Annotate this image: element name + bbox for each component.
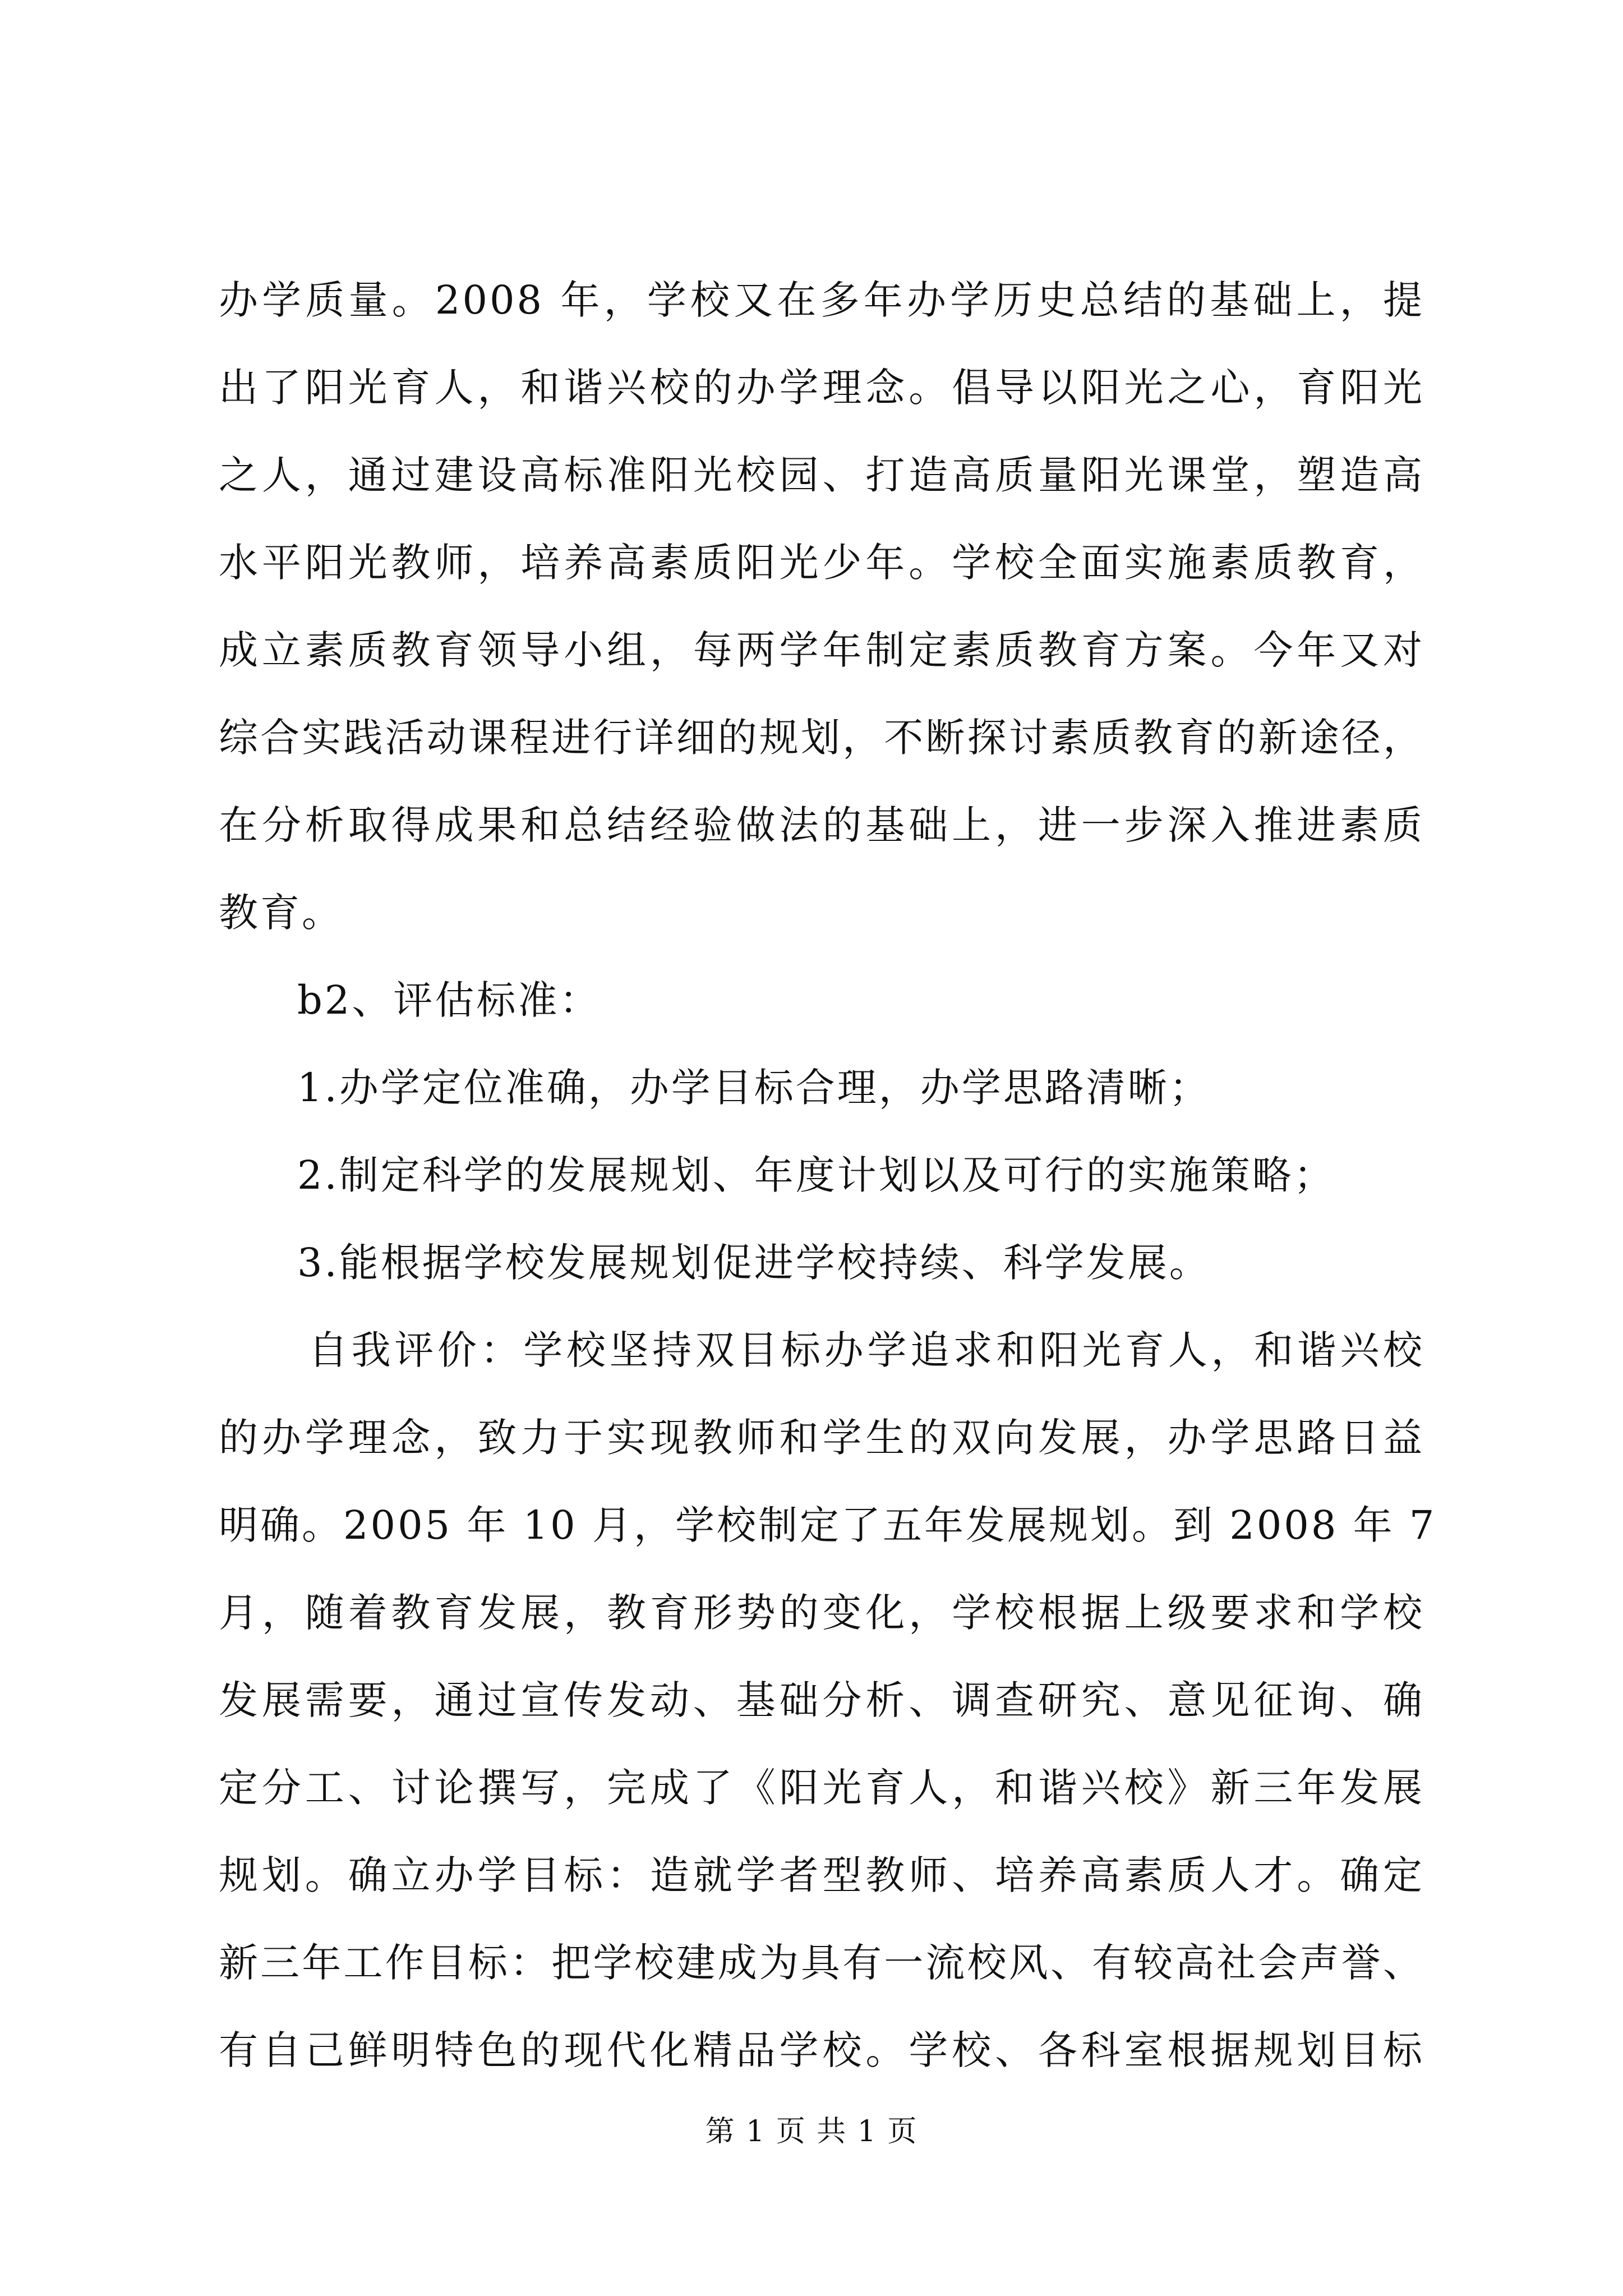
body-line-20: 新三年工作目标：把学校建成为具有一流校风、有较高社会声誉、 [219,1940,1424,1986]
page-footer: 第 1 页 共 1 页 [705,2115,918,2148]
body-line-6: 综合实践活动课程进行详细的规划，不断探讨素质教育的新途径， [219,715,1424,761]
body-line-14: 的办学理念，致力于实现教师和学生的双向发展，办学思路日益 [219,1415,1424,1461]
body-line-1: 办学质量。2008 年，学校又在多年办学历史总结的基础上，提 [219,277,1424,323]
body-line-21: 有自己鲜明特色的现代化精品学校。学校、各科室根据规划目标 [219,2027,1424,2073]
body-line-3: 之人，通过建设高标准阳光校园、打造高质量阳光课堂，塑造高 [219,452,1424,498]
body-line-4: 水平阳光教师，培养高素质阳光少年。学校全面实施素质教育， [219,540,1424,586]
body-line-18: 定分工、讨论撰写，完成了《阳光育人，和谐兴校》新三年发展 [219,1765,1424,1811]
section-heading: b2、评估标准： [297,977,601,1023]
criterion-1: 1.办学定位准确，办学目标合理，办学思路清晰； [297,1065,1211,1111]
body-line-16: 月，随着教育发展，教育形势的变化，学校根据上级要求和学校 [219,1590,1424,1636]
body-line-5: 成立素质教育领导小组，每两学年制定素质教育方案。今年又对 [219,627,1424,673]
body-line-8: 教育。 [219,890,343,936]
body-line-15: 明确。2005 年 10 月，学校制定了五年发展规划。到 2008 年 7 [219,1502,1437,1548]
body-line-2: 出了阳光育人，和谐兴校的办学理念。倡导以阳光之心，育阳光 [219,365,1424,411]
body-line-7: 在分析取得成果和总结经验做法的基础上，进一步深入推进素质 [219,802,1424,848]
criterion-3: 3.能根据学校发展规划促进学校持续、科学发展。 [297,1240,1211,1286]
body-line-13: 自我评价：学校坚持双目标办学追求和阳光育人，和谐兴校 [308,1327,1424,1373]
criterion-2: 2.制定科学的发展规划、年度计划以及可行的实施策略； [297,1152,1335,1198]
body-line-17: 发展需要，通过宣传发动、基础分析、调查研究、意见征询、确 [219,1677,1424,1723]
body-line-19: 规划。确立办学目标：造就学者型教师、培养高素质人才。确定 [219,1852,1424,1898]
